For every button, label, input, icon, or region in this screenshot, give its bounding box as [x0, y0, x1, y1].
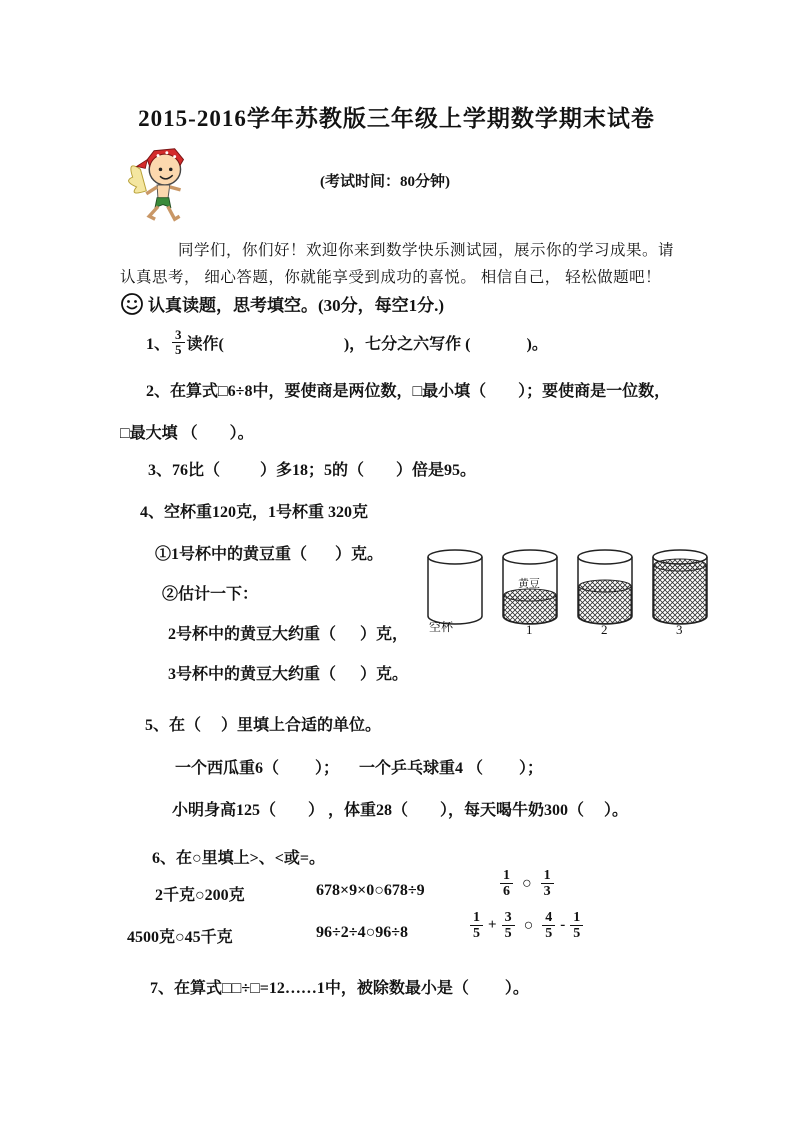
question-4-sub4: 3号杯中的黄豆大约重（ ）克。 [168, 666, 409, 683]
intro-line-2: 认真思考， 细心答题，你就能享受到成功的喜悦。 相信自己， 轻松做题吧！ [120, 269, 662, 286]
fraction-denominator: 5 [175, 342, 182, 358]
question-1 [146, 328, 548, 358]
cup-3 [653, 550, 707, 637]
question-4-sub1: ①1号杯中的黄豆重（ ）克。 [155, 546, 384, 563]
fraction-denominator: 3 [543, 884, 551, 900]
fraction-numerator: 1 [470, 910, 483, 926]
section1-header [120, 291, 444, 316]
fraction-1-5 [470, 910, 483, 942]
question-4-sub2: ②估计一下： [162, 586, 259, 603]
q6-cell-r2c1: 4500克○45千克 [127, 929, 233, 946]
empty-cup [428, 550, 482, 634]
fraction-denominator: 5 [573, 926, 581, 942]
cup-1 [503, 550, 557, 637]
fraction-4-5 [542, 910, 555, 942]
q1-fraction [172, 328, 185, 358]
plus-sign: + [488, 917, 497, 934]
cups-figure [415, 545, 720, 644]
fraction-1-3 [541, 868, 554, 900]
fraction-denominator: 6 [503, 884, 510, 900]
q6-cell-r1c3 [498, 868, 556, 900]
fraction-numerator: 3 [502, 910, 515, 926]
fraction-3-5 [502, 910, 515, 942]
exam-time-note: (考试时间：80分钟) [320, 174, 450, 190]
question-5-line-2: 小明身高125（ ） ，体重28（ ），每天喝牛奶300（ ）。 [172, 802, 629, 819]
fraction-numerator: 1 [541, 868, 554, 884]
question-4-head: 4、空杯重120克，1号杯重 320克 [140, 504, 369, 521]
question-5-head: 5、在（ ）里填上合适的单位。 [145, 717, 382, 734]
question-3: 3、76比（ ）多18；5的（ ）倍是95。 [148, 462, 477, 479]
section1-header-text: 认真读题，思考填空。(30分，每空1分.) [148, 296, 445, 315]
page-title: 2015-2016学年苏教版三年级上学期数学期末试卷 [138, 106, 655, 131]
fraction-numerator: 1 [570, 910, 583, 926]
fraction-numerator: 3 [172, 328, 185, 343]
question-7: 7、在算式□□÷□=12……1中，被除数最小是（ ）。 [150, 980, 529, 997]
intro-line-1: 同学们，你们好！欢迎你来到数学快乐测试园，展示你的学习成果。请 [178, 242, 675, 259]
question-2-line-1: 2、在算式□6÷8中，要使商是两位数，□最小填（ ）；要使商是一位数， [146, 383, 671, 400]
minus-sign: - [560, 917, 566, 934]
q1-number: 1、 [146, 336, 171, 354]
empty-cup-label: 空杯 [429, 620, 454, 634]
fairy-clipart-icon [120, 140, 200, 233]
fraction-denominator: 5 [504, 926, 512, 942]
fraction-denominator: 5 [473, 926, 480, 942]
question-4-sub3: 2号杯中的黄豆大约重（ ）克， [168, 626, 409, 643]
cup-2 [578, 550, 632, 637]
fraction-1-5b [570, 910, 583, 942]
cup-2-label: 2 [601, 622, 608, 637]
question-2-line-2: □最大填 （ ）。 [120, 425, 254, 442]
compare-circle: ○ [522, 874, 532, 892]
q6-cell-r1c1: 2千克○200克 [155, 887, 245, 904]
question-6-head: 6、在○里填上>、<或=。 [152, 850, 326, 867]
bean-label: 黄豆 [518, 578, 540, 590]
q6-cell-r2c3 [468, 910, 585, 942]
smiley-icon [120, 292, 144, 316]
cup-1-label: 1 [526, 622, 533, 637]
compare-circle: ○ [523, 916, 534, 934]
fraction-numerator: 4 [542, 910, 555, 926]
q1-text: 读作( )，七分之六写作 ( )。 [186, 336, 548, 354]
fraction-denominator: 5 [545, 926, 553, 942]
q6-cell-r1c2: 678×9×0○678÷9 [316, 882, 425, 899]
question-5-line-1: 一个西瓜重6（ ）； 一个乒乓球重4 （ ）； [175, 760, 544, 777]
fraction-numerator: 1 [500, 868, 513, 884]
fraction-1-6 [500, 868, 513, 900]
cup-3-label: 3 [676, 622, 683, 637]
q6-cell-r2c2: 96÷2÷4○96÷8 [316, 924, 409, 941]
